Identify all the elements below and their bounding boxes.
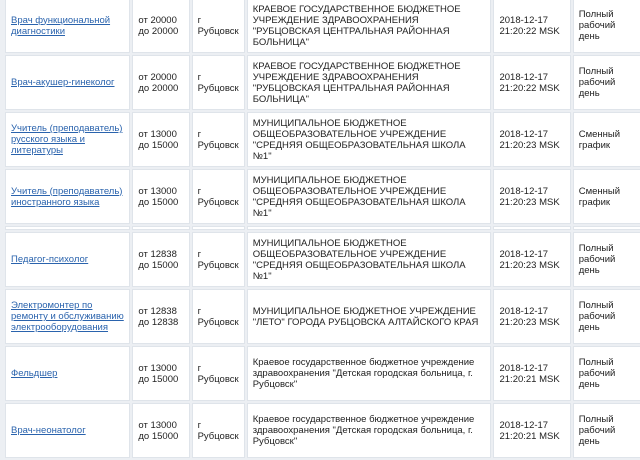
vacancy-title-link[interactable]: Электромонтер по ремонту и обслуживанию электрооборудования <box>11 300 124 333</box>
table-row <box>5 346 640 401</box>
published-time: 21:20:23 MSK <box>499 316 560 328</box>
vacancy-title-cell <box>5 169 130 224</box>
salary-cell <box>132 232 189 287</box>
vacancy-title-cell <box>5 346 130 401</box>
schedule-cell <box>573 112 640 167</box>
employer-name: МУНИЦИПАЛЬНОЕ БЮДЖЕТНОЕ ОБЩЕОБРАЗОВАТЕЛЬНОЕ УЧРЕЖДЕНИЕ "СРЕДНЯЯ ОБЩЕОБРАЗОВАТЕЛЬНАЯ ШКОЛА №1" <box>252 117 466 162</box>
employer-name: КРАЕВОЕ ГОСУДАРСТВЕННОЕ БЮДЖЕТНОЕ УЧРЕЖДЕНИЕ ЗДРАВООХРАНЕНИЯ "РУБЦОВСКАЯ ЦЕНТРАЛЬНАЯ РАЙОННАЯ БОЛЬНИЦА" <box>252 60 461 105</box>
salary-cell <box>132 55 189 110</box>
city-prefix: г <box>197 305 202 317</box>
published-date: 2018-12-17 <box>499 419 549 431</box>
salary-to: до 20000 <box>138 82 179 94</box>
vacancy-title-cell <box>5 112 130 167</box>
vacancy-title-link[interactable]: Педагог-психолог <box>11 254 89 265</box>
salary-from: от 13000 <box>138 128 177 140</box>
employer-cell <box>247 403 492 458</box>
salary-from: от 20000 <box>138 14 177 26</box>
city-prefix: г <box>197 248 202 260</box>
city-name: Рубцовск <box>197 259 239 271</box>
salary-cell <box>132 289 189 344</box>
schedule-cell <box>573 0 640 53</box>
salary-from: от 13000 <box>138 185 177 197</box>
salary-from: от 20000 <box>138 71 177 83</box>
employer-name: Краевое государственное бюджетное учреждение здравоохранения "Детская городская больница, г. Рубцовск" <box>252 357 475 390</box>
published-cell <box>493 112 570 167</box>
city-prefix: г <box>197 185 202 197</box>
salary-to: до 15000 <box>138 196 179 208</box>
published-time: 21:20:22 MSK <box>499 82 560 94</box>
published-date: 2018-12-17 <box>499 71 549 83</box>
vacancy-title-cell <box>5 232 130 287</box>
salary-from: от 12838 <box>138 248 177 260</box>
employer-cell <box>247 289 492 344</box>
employer-cell <box>247 112 492 167</box>
city-name: Рубцовск <box>197 430 239 442</box>
vacancy-title-cell <box>5 403 130 458</box>
published-date: 2018-12-17 <box>499 248 549 260</box>
schedule-cell <box>573 232 640 287</box>
published-time: 21:20:23 MSK <box>499 196 560 208</box>
published-time: 21:20:23 MSK <box>499 139 560 151</box>
published-time: 21:20:21 MSK <box>499 373 560 385</box>
salary-to: до 15000 <box>138 430 179 442</box>
salary-to: до 15000 <box>138 259 179 271</box>
vacancy-title-link[interactable]: Учитель (преподаватель) русского языка и литературы <box>11 123 123 156</box>
salary-to: до 12838 <box>138 316 179 328</box>
schedule-cell <box>573 55 640 110</box>
published-cell <box>493 346 570 401</box>
divider-cell <box>573 226 640 230</box>
salary-cell <box>132 403 189 458</box>
salary-cell <box>132 346 189 401</box>
published-date: 2018-12-17 <box>499 185 549 197</box>
city-cell <box>192 346 245 401</box>
salary-from: от 12838 <box>138 305 177 317</box>
employer-cell <box>247 0 492 53</box>
city-prefix: г <box>197 362 202 374</box>
table-row <box>5 0 640 53</box>
schedule-text: Полный рабочий день <box>578 357 616 390</box>
divider-cell <box>247 226 492 230</box>
schedule-cell <box>573 289 640 344</box>
salary-cell <box>132 169 189 224</box>
vacancy-title-link[interactable]: Учитель (преподаватель) иностранного языка <box>11 185 123 208</box>
city-cell <box>192 232 245 287</box>
published-cell <box>493 232 570 287</box>
vacancy-title-link[interactable]: Фельдшер <box>11 368 58 379</box>
schedule-text: Сменный график <box>578 128 621 151</box>
published-cell <box>493 289 570 344</box>
table-divider <box>5 226 640 230</box>
salary-cell <box>132 112 189 167</box>
city-name: Рубцовск <box>197 25 239 37</box>
employer-name: КРАЕВОЕ ГОСУДАРСТВЕННОЕ БЮДЖЕТНОЕ УЧРЕЖДЕНИЕ ЗДРАВООХРАНЕНИЯ "РУБЦОВСКАЯ ЦЕНТРАЛЬНАЯ РАЙОННАЯ БОЛЬНИЦА" <box>252 3 461 48</box>
city-cell <box>192 112 245 167</box>
employer-cell <box>247 169 492 224</box>
salary-cell <box>132 0 189 53</box>
city-cell <box>192 403 245 458</box>
divider-cell <box>493 226 570 230</box>
table-row <box>5 289 640 344</box>
city-cell <box>192 169 245 224</box>
published-date: 2018-12-17 <box>499 305 549 317</box>
city-cell <box>192 289 245 344</box>
divider-cell <box>192 226 245 230</box>
divider-cell <box>5 226 130 230</box>
employer-name: МУНИЦИПАЛЬНОЕ БЮДЖЕТНОЕ ОБЩЕОБРАЗОВАТЕЛЬНОЕ УЧРЕЖДЕНИЕ "СРЕДНЯЯ ОБЩЕОБРАЗОВАТЕЛЬНАЯ ШКОЛА №1" <box>252 174 466 219</box>
salary-from: от 13000 <box>138 362 177 374</box>
salary-from: от 13000 <box>138 419 177 431</box>
salary-to: до 15000 <box>138 139 179 151</box>
employer-name: МУНИЦИПАЛЬНОЕ БЮДЖЕТНОЕ УЧРЕЖДЕНИЕ "ЛЕТО" ГОРОДА РУБЦОВСКА АЛТАЙСКОГО КРАЯ <box>252 305 479 328</box>
city-prefix: г <box>197 14 202 26</box>
published-date: 2018-12-17 <box>499 362 549 374</box>
table-row <box>5 169 640 224</box>
city-cell <box>192 55 245 110</box>
published-time: 21:20:22 MSK <box>499 25 560 37</box>
city-name: Рубцовск <box>197 82 239 94</box>
schedule-cell <box>573 403 640 458</box>
vacancy-title-cell <box>5 55 130 110</box>
salary-to: до 15000 <box>138 373 179 385</box>
table-row <box>5 403 640 458</box>
employer-name: МУНИЦИПАЛЬНОЕ БЮДЖЕТНОЕ ОБЩЕОБРАЗОВАТЕЛЬНОЕ УЧРЕЖДЕНИЕ "СРЕДНЯЯ ОБЩЕОБРАЗОВАТЕЛЬНАЯ ШКОЛА №1" <box>252 237 466 282</box>
salary-to: до 20000 <box>138 25 179 37</box>
published-time: 21:20:23 MSK <box>499 259 560 271</box>
published-cell <box>493 55 570 110</box>
vacancy-title-cell <box>5 0 130 53</box>
city-name: Рубцовск <box>197 196 239 208</box>
schedule-text: Полный рабочий день <box>578 414 616 447</box>
schedule-text: Полный рабочий день <box>578 243 616 276</box>
employer-name: Краевое государственное бюджетное учреждение здравоохранения "Детская городская больница, г. Рубцовск" <box>252 414 475 447</box>
published-time: 21:20:21 MSK <box>499 430 560 442</box>
city-name: Рубцовск <box>197 316 239 328</box>
table-row <box>5 112 640 167</box>
table-row <box>5 232 640 287</box>
city-name: Рубцовск <box>197 139 239 151</box>
employer-cell <box>247 55 492 110</box>
schedule-cell <box>573 169 640 224</box>
published-cell <box>493 403 570 458</box>
vacancy-table <box>3 0 640 460</box>
employer-cell <box>247 232 492 287</box>
vacancy-title-cell <box>5 289 130 344</box>
table-row <box>5 55 640 110</box>
published-date: 2018-12-17 <box>499 128 549 140</box>
divider-cell <box>132 226 189 230</box>
schedule-text: Полный рабочий день <box>578 66 616 99</box>
schedule-text: Полный рабочий день <box>578 300 616 333</box>
published-cell <box>493 0 570 53</box>
published-date: 2018-12-17 <box>499 14 549 26</box>
vacancy-title-link[interactable]: Врач функциональной диагностики <box>11 14 111 37</box>
city-prefix: г <box>197 71 202 83</box>
city-prefix: г <box>197 419 202 431</box>
employer-cell <box>247 346 492 401</box>
published-cell <box>493 169 570 224</box>
vacancy-title-link[interactable]: Врач-неонатолог <box>11 425 86 436</box>
city-cell <box>192 0 245 53</box>
schedule-text: Полный рабочий день <box>578 9 616 42</box>
city-name: Рубцовск <box>197 373 239 385</box>
schedule-text: Сменный график <box>578 185 621 208</box>
schedule-cell <box>573 346 640 401</box>
city-prefix: г <box>197 128 202 140</box>
vacancy-title-link[interactable]: Врач-акушер-гинеколог <box>11 77 115 88</box>
